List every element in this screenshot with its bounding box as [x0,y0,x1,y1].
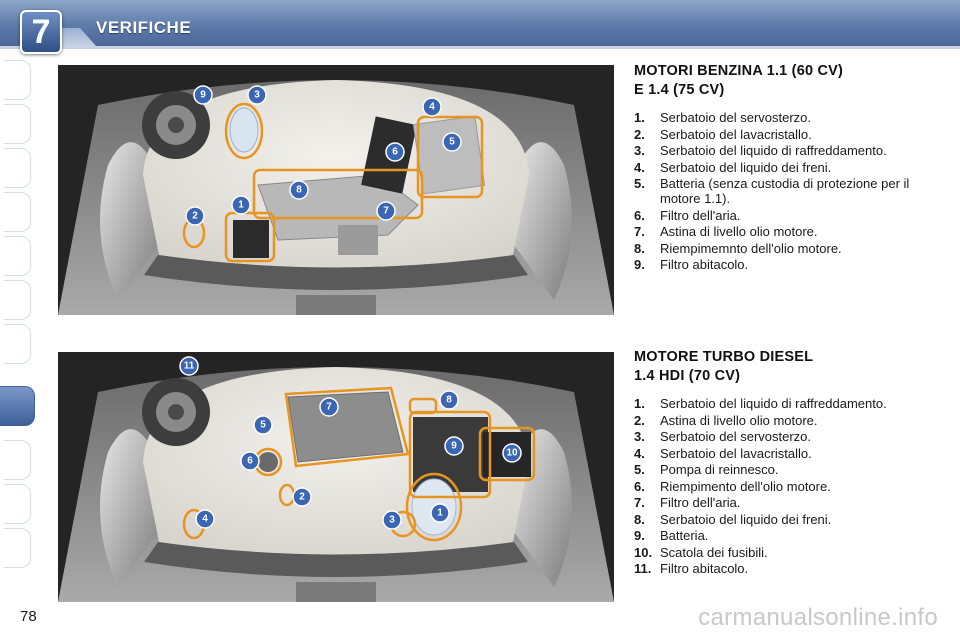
callout-marker-9 [194,86,212,104]
engine-bay-photo-petrol [58,65,614,315]
legend-item: 3. Serbatoio del servosterzo. [634,429,812,444]
chapter-tab[interactable] [4,60,31,100]
section-title: VERIFICHE [96,18,192,37]
section1-legend-list [634,110,934,274]
page-number: 78 [20,608,37,625]
watermark: carmanualsonline.info [698,604,938,631]
svg-text:7: 7 [383,205,389,217]
svg-text:8: 8 [296,184,302,196]
svg-text:4: 4 [202,513,208,525]
svg-text:11: 11 [183,360,195,372]
chapter-tab[interactable] [4,484,31,524]
callout-marker-8 [440,391,458,409]
callout-marker-10 [503,444,521,462]
legend-item: 4. Serbatoio del liquido dei freni. [634,159,832,175]
callout-marker-6 [241,452,259,470]
legend-item: 8. Serbatoio del liquido dei freni. [634,511,832,527]
callout-marker-2 [186,207,204,225]
legend-item: 8. Riempimemnto dell'olio motore. [634,240,842,256]
svg-text:3: 3 [389,514,395,526]
svg-text:9: 9 [451,440,457,452]
svg-text:6: 6 [392,146,398,158]
svg-text:2: 2 [299,491,305,503]
legend-item: 1. Serbatoio del servosterzo. [634,110,812,125]
callout-marker-1 [232,196,250,214]
callout-marker-2 [293,488,311,506]
svg-text:1: 1 [437,507,443,519]
header-divider [0,46,960,49]
svg-text:10: 10 [506,447,518,459]
svg-text:6: 6 [247,455,253,467]
callout-marker-6 [386,143,404,161]
callout-marker-7 [377,202,395,220]
chapter-tab[interactable] [4,440,31,480]
section1-heading-line2: E 1.4 (75 CV) [634,82,725,98]
chapter-tab[interactable] [4,192,31,232]
legend-item: 10. Scatola dei fusibili. [634,544,768,560]
svg-text:5: 5 [260,419,266,431]
legend-item: 11. Filtro abitacolo. [634,561,749,576]
callout-marker-7 [320,398,338,416]
chapter-tab-active[interactable] [0,386,35,426]
chapter-tabs [0,60,36,580]
callout-marker-9 [445,437,463,455]
legend-item: 2. Serbatoio del lavacristallo. [634,126,812,142]
callout-marker-5 [254,416,272,434]
legend-item: 2. Astina di livello olio motore. [634,412,818,428]
legend-item: 1. Serbatoio del liquido di raffreddamento. [634,396,887,411]
section2-heading-line2: 1.4 HDI (70 CV) [634,368,741,384]
callout-marker-11 [180,357,198,375]
chapter-tab[interactable] [4,236,31,276]
svg-text:3: 3 [254,89,260,101]
chapter-tab[interactable] [4,324,31,364]
section2-heading [634,348,934,386]
chapter-tab[interactable] [4,148,31,188]
legend-item: 7. Filtro dell'aria. [634,495,741,510]
svg-text:7: 7 [326,401,332,413]
callout-marker-3 [248,86,266,104]
legend-item: 5. Batteria (senza custodia di protezione per il motore 1.1). [634,176,910,206]
legend-item: 3. Serbatoio del liquido di raffreddamento. [634,143,887,158]
legend-item: 6. Riempimento dell'olio motore. [634,478,831,494]
callout-marker-4 [196,510,214,528]
section2-legend-list [634,396,934,578]
chapter-number-badge: 7 [20,10,62,54]
legend-item: 6. Filtro dell'aria. [634,207,741,223]
legend-item: 9. Filtro abitacolo. [634,257,749,272]
section1-heading [634,62,934,100]
svg-text:4: 4 [429,101,435,113]
legend-item: 4. Serbatoio del lavacristallo. [634,445,812,461]
chapter-tab[interactable] [4,104,31,144]
legend-item: 7. Astina di livello olio motore. [634,224,818,239]
svg-text:8: 8 [446,394,452,406]
callout-marker-3 [383,511,401,529]
section2-heading-line1: MOTORE TURBO DIESEL [634,349,814,365]
svg-text:9: 9 [200,89,206,101]
callout-marker-8 [290,181,308,199]
callout-marker-4 [423,98,441,116]
section1-heading-line1: MOTORI BENZINA 1.1 (60 CV) [634,63,844,79]
engine-bay-photo-diesel [58,352,614,602]
legend-item: 5. Pompa di reinnesco. [634,462,779,477]
svg-text:5: 5 [449,136,455,148]
callout-marker-1 [431,504,449,522]
svg-text:1: 1 [238,199,244,211]
chapter-tab[interactable] [4,528,31,568]
chapter-tab[interactable] [4,280,31,320]
legend-item: 9. Batteria. [634,528,709,543]
callout-marker-5 [443,133,461,151]
svg-text:2: 2 [192,210,198,222]
